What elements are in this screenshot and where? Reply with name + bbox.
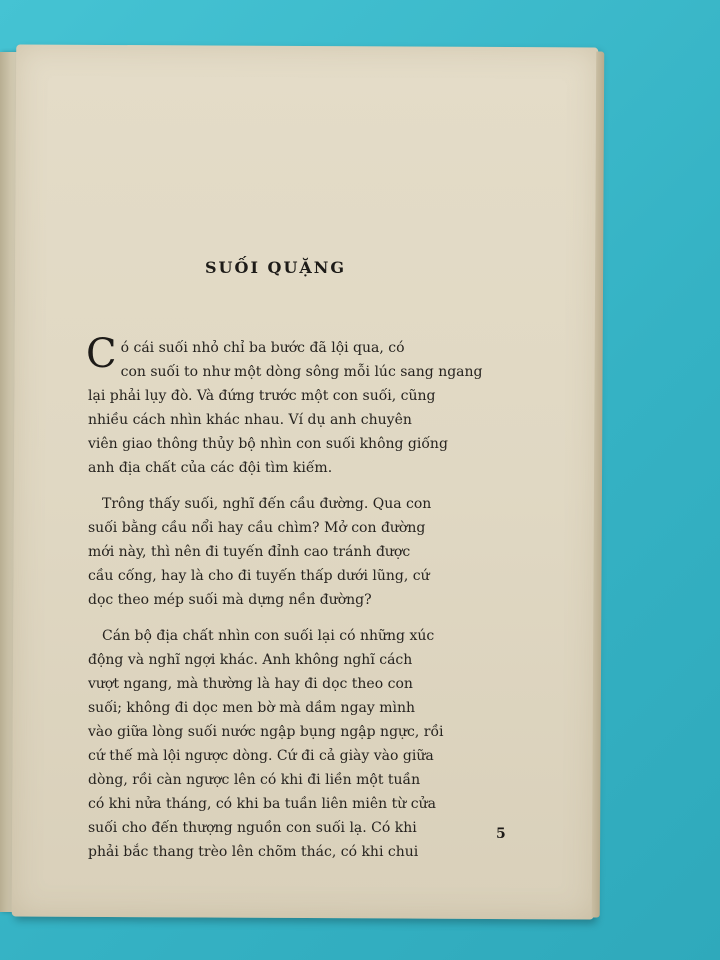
text-line: dọc theo mép suối mà dựng nền đường? [88,592,372,608]
text-line: cứ thế mà lội ngược dòng. Cứ đi cả giày vào giữa [88,748,434,764]
text-line: phải bắc thang trèo lên chõm thác, có khi chui [88,844,419,860]
text-line: nhiều cách nhìn khác nhau. Ví dụ anh chuyên [88,412,412,428]
text-line: động và nghĩ ngợi khác. Anh không nghĩ cách [88,652,413,668]
chapter-title: SUỐI QUẶNG [205,258,347,277]
body-text [86,331,506,876]
text-line: ó cái suối nhỏ chỉ ba bước đã lội qua, có [120,340,405,356]
text-line: suối; không đi dọc men bờ mà dầm ngay mình [88,700,416,716]
text-line: Cán bộ địa chất nhìn con suối lại có những xúc [102,628,435,644]
text-line: viên giao thông thủy bộ nhìn con suối không giống [88,436,448,452]
text-line: con suối to như một dòng sông mỗi lúc sang ngang [120,364,483,380]
text-line: vượt ngang, mà thường là hay đi dọc theo con [88,676,413,692]
paragraph-2 [88,492,506,612]
text-line: dòng, rồi càn ngược lên có khi đi liền một tuần [88,772,421,788]
text-line: lại phải lụy đò. Và đứng trước một con suối, cũng [88,388,436,404]
paragraph-1 [86,331,506,480]
text-line: Trông thấy suối, nghĩ đến cầu đường. Qua con [102,496,432,512]
page-number: 5 [496,826,506,842]
text-line: mới này, thì nên đi tuyến đỉnh cao tránh được [88,544,411,560]
text-line: suối cho đến thượng nguồn con suối lạ. Có khi [88,820,417,836]
text-line: cầu cống, hay là cho đi tuyến thấp dưới lũng, cứ [88,568,430,584]
text-line: có khi nửa tháng, có khi ba tuần liên miên từ cửa [88,796,436,812]
text-line: suối bằng cầu nổi hay cầu chìm? Mở con đường [88,520,426,536]
text-line: vào giữa lòng suối nước ngập bụng ngập ngực, rồi [88,724,444,740]
drop-cap: C [86,331,117,377]
paragraph-3 [88,624,506,864]
text-line: anh địa chất của các đội tìm kiếm. [88,460,333,476]
